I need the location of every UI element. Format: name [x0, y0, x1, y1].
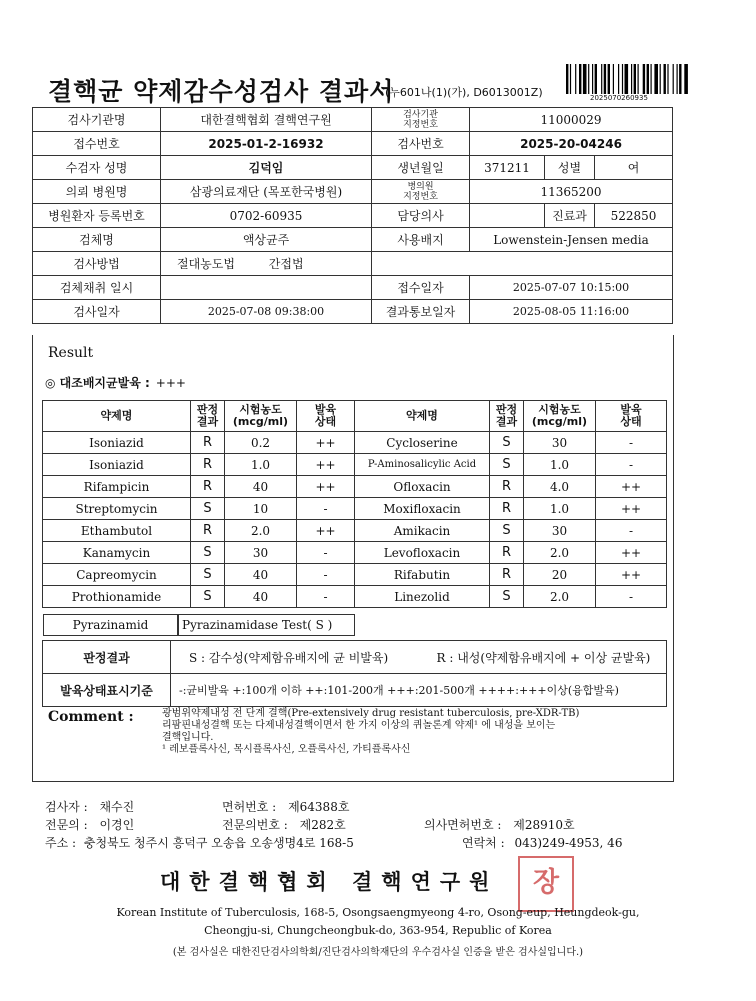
- english-address-1: Korean Institute of Tuberculosis, 168-5, Osongsaengmyeong 4-ro, Osong-eup, Heungdeok-gu,: [116, 906, 640, 919]
- growth-status: -: [596, 520, 667, 542]
- test-date-label: 검사일자: [33, 300, 161, 324]
- doctor-license-value: 제28910호: [513, 818, 575, 832]
- dept-value: 522850: [595, 204, 673, 228]
- license-value: 제64388호: [288, 800, 350, 814]
- test-concentration: 0.2: [225, 432, 297, 454]
- result-title: Result: [48, 345, 94, 361]
- judge-result: R: [191, 454, 225, 476]
- institution-label: 검사기관명: [33, 108, 161, 132]
- dept-label: 진료과: [545, 204, 595, 228]
- receipt-label: 접수번호: [33, 132, 161, 156]
- drug-name: Capreomycin: [43, 564, 191, 586]
- test-concentration: 40: [225, 476, 297, 498]
- institution-no-label: 검사기관 지정번호: [372, 108, 470, 132]
- drug-name: Moxifloxacin: [355, 498, 490, 520]
- judge-result: R: [490, 542, 524, 564]
- english-address-2: Cheongju-si, Chungcheongbuk-do, 363-954, Republic of Korea: [204, 924, 552, 937]
- drug-name: Kanamycin: [43, 542, 191, 564]
- growth-legend-label: 발육상태표시기준: [43, 674, 171, 707]
- sex-value: 여: [595, 156, 673, 180]
- medium-value: Lowenstein-Jensen media: [470, 228, 673, 252]
- growth-legend-value: -:균비발육 +:100개 이하 ++:101-200개 +++:201-500개 ++++:+++이상(융합발육): [171, 674, 667, 707]
- test-concentration: 1.0: [524, 454, 596, 476]
- info-table: [32, 107, 673, 324]
- address-value: 충청북도 청주시 흥덕구 오송읍 오송생명4로 168-5: [83, 836, 354, 850]
- drug-name: Rifabutin: [355, 564, 490, 586]
- comment-line-1: 광범위약제내성 전 단계 결핵(Pre-extensively drug resistant tuberculosis, pre-XDR-TB): [162, 708, 580, 719]
- drug-name: Prothionamide: [43, 586, 191, 608]
- drug-row: [43, 476, 667, 498]
- tester-value: 채수진: [99, 800, 135, 814]
- judge-legend-label: 판정결과: [43, 641, 171, 674]
- judge-result: R: [490, 564, 524, 586]
- comment-label: Comment :: [48, 709, 134, 725]
- certification-note: (본 검사실은 대한진단검사의학회/진단검사의학재단의 우수검사실 인증을 받은 검사실입니다.): [172, 947, 584, 958]
- drug-row: [43, 542, 667, 564]
- comment-text: [162, 708, 657, 756]
- test-concentration: 30: [225, 542, 297, 564]
- drug-name: Ethambutol: [43, 520, 191, 542]
- hospital-no-value: 11365200: [470, 180, 673, 204]
- test-no-label: 검사번호: [372, 132, 470, 156]
- address-line: [45, 834, 354, 851]
- hospital-no-label: 병의원 지정번호: [372, 180, 470, 204]
- notify-label: 결과통보일자: [372, 300, 470, 324]
- growth-status: ++: [297, 454, 355, 476]
- doctor-license-label: 의사면허번호 :: [424, 818, 502, 832]
- specimen-label: 검체명: [33, 228, 161, 252]
- drug-table: [42, 400, 667, 608]
- judge-result: S: [490, 586, 524, 608]
- growth-status: ++: [596, 564, 667, 586]
- comment-line-2: 리팜핀내성결핵 또는 다제내성결핵이면서 한 가지 이상의 퀴놀론계 약제¹ 에 내성을 보이는: [162, 720, 556, 731]
- drug-name: Cycloserine: [355, 432, 490, 454]
- test-concentration: 1.0: [225, 454, 297, 476]
- method-value: [161, 252, 372, 276]
- contact-value: 043)249-4953, 46: [514, 836, 623, 850]
- comment-line-4: ¹ 레보플록사신, 목시플록사신, 오플록사신, 가티플록사신: [162, 744, 411, 755]
- pyrazinamid-value: Pyrazinamidase Test( S ): [178, 614, 355, 636]
- header-judge-left: 판정 결과: [191, 401, 225, 432]
- barcode-number: 2025070260935: [590, 94, 648, 102]
- collect-value: [161, 276, 372, 300]
- contact-label: 연락처 :: [462, 836, 505, 850]
- growth-status: ++: [297, 432, 355, 454]
- method-blank: [372, 252, 470, 276]
- spec-no-line: [222, 816, 346, 833]
- header-growth-left: 발육 상태: [297, 401, 355, 432]
- judge-result: S: [490, 454, 524, 476]
- control-growth-value: +++: [155, 376, 186, 390]
- control-growth-label: ◎ 대조배지균발육 :: [45, 376, 150, 390]
- recv-date-value: 2025-07-07 10:15:00: [470, 276, 673, 300]
- growth-status: ++: [297, 476, 355, 498]
- specialist-label: 전문의 :: [45, 818, 88, 832]
- document-title: 결핵균 약제감수성검사 결과서: [48, 77, 395, 106]
- test-concentration: 2.0: [524, 586, 596, 608]
- judge-result: R: [191, 520, 225, 542]
- judge-result: R: [191, 432, 225, 454]
- receipt-value: 2025-01-2-16932: [161, 132, 372, 156]
- spec-no-value: 제282호: [299, 818, 346, 832]
- test-concentration: 10: [225, 498, 297, 520]
- growth-status: -: [297, 564, 355, 586]
- drug-name: Linezolid: [355, 586, 490, 608]
- spec-no-label: 전문의번호 :: [222, 818, 288, 832]
- birth-value: 371211: [470, 156, 545, 180]
- method-blank-2: [470, 252, 673, 276]
- header-judge-right: 판정 결과: [490, 401, 524, 432]
- drug-name: Streptomycin: [43, 498, 191, 520]
- judge-legend-r: R : 내성(약제함유배지에 + 이상 균발육): [419, 641, 667, 674]
- growth-status: -: [596, 454, 667, 476]
- specialist-value: 이경인: [99, 818, 135, 832]
- hospital-label: 의뢰 병원명: [33, 180, 161, 204]
- reg-value: 0702-60935: [161, 204, 372, 228]
- header-growth-right: 발육 상태: [596, 401, 667, 432]
- method-label: 검사방법: [33, 252, 161, 276]
- drug-name: Levofloxacin: [355, 542, 490, 564]
- judge-result: S: [191, 542, 225, 564]
- doctor-license-line: [424, 816, 575, 833]
- test-concentration: 2.0: [524, 542, 596, 564]
- license-label: 면허번호 :: [222, 800, 277, 814]
- hospital-value: 삼광의료재단 (목포한국병원): [161, 180, 372, 204]
- drug-row: [43, 564, 667, 586]
- official-seal: 장: [518, 856, 574, 912]
- growth-status: -: [596, 432, 667, 454]
- test-concentration: 1.0: [524, 498, 596, 520]
- judge-legend-s: S : 감수성(약제함유배지에 균 비발육): [171, 641, 419, 674]
- drug-name: Rifampicin: [43, 476, 191, 498]
- method-value-1: 절대농도법: [177, 257, 235, 271]
- drug-name: Isoniazid: [43, 432, 191, 454]
- drug-row: [43, 498, 667, 520]
- legend-table: [42, 640, 667, 707]
- judge-result: R: [191, 476, 225, 498]
- birth-label: 생년월일: [372, 156, 470, 180]
- header-drug-left: 약제명: [43, 401, 191, 432]
- test-no-value: 2025-20-04246: [470, 132, 673, 156]
- license-line: [222, 798, 349, 815]
- method-value-2: 간접법: [268, 257, 304, 271]
- contact-line: [462, 834, 622, 851]
- tester-label: 검사자 :: [45, 800, 88, 814]
- drug-name: Amikacin: [355, 520, 490, 542]
- doctor-label: 담당의사: [372, 204, 470, 228]
- address-label: 주소 :: [45, 836, 77, 850]
- pyrazinamid-label: Pyrazinamid: [43, 614, 178, 636]
- drug-row: [43, 586, 667, 608]
- barcode: [566, 64, 720, 94]
- institution-no-value: 11000029: [470, 108, 673, 132]
- medium-label: 사용배지: [372, 228, 470, 252]
- growth-status: ++: [297, 520, 355, 542]
- growth-status: ++: [596, 542, 667, 564]
- test-concentration: 4.0: [524, 476, 596, 498]
- judge-result: R: [490, 476, 524, 498]
- growth-status: ++: [596, 498, 667, 520]
- document-code: (누601나(1)(가), D6013001Z): [385, 86, 543, 99]
- judge-result: R: [490, 498, 524, 520]
- test-concentration: 40: [225, 564, 297, 586]
- drug-row: [43, 520, 667, 542]
- tester-line: [45, 798, 134, 815]
- judge-result: S: [191, 564, 225, 586]
- specialist-line: [45, 816, 134, 833]
- notify-value: 2025-08-05 11:16:00: [470, 300, 673, 324]
- test-concentration: 2.0: [225, 520, 297, 542]
- judge-result: S: [191, 586, 225, 608]
- recv-date-label: 접수일자: [372, 276, 470, 300]
- control-growth: [45, 374, 186, 391]
- test-concentration: 20: [524, 564, 596, 586]
- growth-status: -: [297, 498, 355, 520]
- judge-result: S: [490, 520, 524, 542]
- test-date-value: 2025-07-08 09:38:00: [161, 300, 372, 324]
- drug-name: Ofloxacin: [355, 476, 490, 498]
- judge-result: S: [191, 498, 225, 520]
- institution-value: 대한결핵협회 결핵연구원: [161, 108, 372, 132]
- test-concentration: 30: [524, 432, 596, 454]
- specimen-value: 액상균주: [161, 228, 372, 252]
- reg-label: 병원환자 등록번호: [33, 204, 161, 228]
- drug-name: Isoniazid: [43, 454, 191, 476]
- comment-line-3: 결핵입니다.: [162, 732, 214, 743]
- judge-result: S: [490, 432, 524, 454]
- header-conc-right: 시험농도 (mcg/ml): [524, 401, 596, 432]
- patient-value: 김덕임: [161, 156, 372, 180]
- test-concentration: 40: [225, 586, 297, 608]
- header-conc-left: 시험농도 (mcg/ml): [225, 401, 297, 432]
- collect-label: 검체채취 일시: [33, 276, 161, 300]
- organization-name: 대한결핵협회 결핵연구원: [160, 869, 499, 894]
- patient-label: 수검자 성명: [33, 156, 161, 180]
- doctor-value: [470, 204, 545, 228]
- sex-label: 성별: [545, 156, 595, 180]
- growth-status: -: [297, 586, 355, 608]
- growth-status: ++: [596, 476, 667, 498]
- drug-name: P-Aminosalicylic Acid: [355, 454, 490, 476]
- growth-status: -: [596, 586, 667, 608]
- test-concentration: 30: [524, 520, 596, 542]
- growth-status: -: [297, 542, 355, 564]
- header-drug-right: 약제명: [355, 401, 490, 432]
- drug-row: [43, 454, 667, 476]
- drug-row: [43, 432, 667, 454]
